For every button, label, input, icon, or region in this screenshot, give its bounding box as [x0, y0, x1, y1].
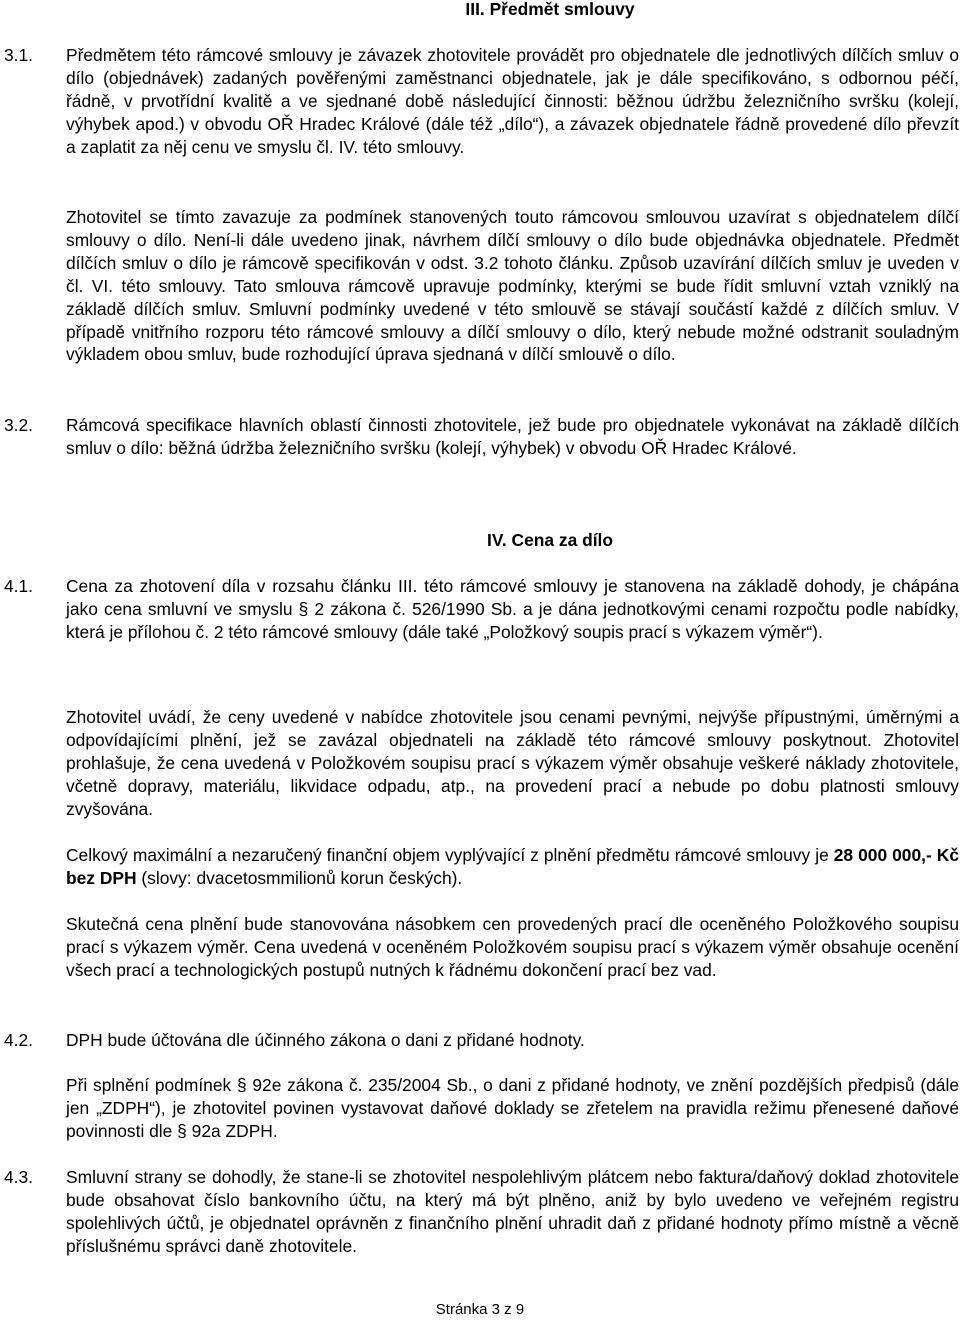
- clause-paragraph: DPH bude účtována dle účinného zákona o dani z přidané hodnoty.: [66, 1030, 585, 1050]
- clause-paragraph: Cena za zhotovení díla v rozsahu článku III. této rámcové smlouvy je stanovena na základě dohody, je chápána jako cena smluvní ve smyslu § 2 zákona č. 526/1990 Sb. a je dána jednotkovými cenami rozpočtu podle nabídky, která je přílohou č. 2 této rámcové smlouvy (dále také „Položkový soupis prací s výkazem výměr“).: [66, 576, 959, 642]
- text-run: (slovy: dvacetosmmilionů korun českých).: [136, 867, 463, 888]
- clause-number: 4.3.: [4, 1167, 34, 1187]
- clause-paragraph: Při splnění podmínek § 92e zákona č. 235/2004 Sb., o dani z přidané hodnoty, ve znění pozdějších předpisů (dále jen „ZDPH“), je zhotovitel povinen vystavovat daňové doklady se zřetelem na pravidla režimu přenesené daňové povinnosti dle § 92a ZDPH.: [66, 1075, 959, 1141]
- max-amount: 28 000 000,- Kč bez DPH: [66, 845, 959, 888]
- clause-number: 4.1.: [4, 576, 34, 596]
- clause-paragraph: [66, 844, 959, 890]
- page-footer: Stránka 3 z 9: [435, 1301, 525, 1318]
- clause-paragraph: Zhotovitel se tímto zavazuje za podmínek stanovených touto rámcovou smlouvou uzavírat s objednatelem dílčí smlouvy o dílo. Není-li dále uvedeno jinak, návrhem dílčí smlouvy o dílo bude objednávka objednatele. Předmět dílčích smluv o dílo je rámcově specifikován v odst. 3.2 tohoto článku. Způsob uzavírání dílčích smluv je uveden v čl. VI. této smlouvy. Tato smlouva rámcově upravuje podmínky, kterými se bude řídit smluvní vztah vzniklý na základě dílčích smluv. Smluvní podmínky uvedené v této smlouvě se stávají součástí každé z dílčích smluv. V případě vnitřního rozporu této rámcové smlouvy a dílčí smlouvy o dílo, který nebude možné odstranit souladným výkladem obou smluv, bude rozhodující úprava sjednaná v dílčí smlouvě o dílo.: [66, 207, 959, 365]
- clause-paragraph: Zhotovitel uvádí, že ceny uvedené v nabídce zhotovitele jsou cenami pevnými, nejvýše přípustnými, úměrnými a odpovídajícími plnění, jež se zavázal objednateli na základě této rámcové smlouvy poskytnout. Zhotovitel prohlašuje, že cena uvedená v Položkovém soupisu prací s výkazem výměr obsahuje veškeré náklady zhotovitele, včetně dopravy, materiálu, likvidace odpadu, atp., na provedení prací a nebude po dobu platnosti smlouvy zvyšována.: [66, 707, 959, 819]
- section-heading: IV. Cena za dílo: [487, 530, 613, 550]
- clause-paragraph: Skutečná cena plnění bude stanovována násobkem cen provedených prací dle oceněného Položkového soupisu prací s výkazem výměr. Cena uvedená v oceněném Položkovém soupisu prací s výkazem výměr obsahuje ocenění všech prací a technologických postupů nutných k řádnému dokončení prací bez vad.: [66, 914, 959, 980]
- clause-paragraph: Smluvní strany se dohodly, že stane-li se zhotovitel nespolehlivým plátcem nebo faktura/daňový doklad zhotovitele bude obsahovat číslo bankovního účtu, na který má být plněno, aniž by bylo uvedeno ve veřejném registru spolehlivých účtů, je objednatel oprávněn z finančního plnění uhradit daň z přidané hodnoty přímo místně a věcně příslušnému správci daně zhotovitele.: [66, 1167, 959, 1256]
- clause-number: 3.1.: [4, 45, 34, 65]
- clause-paragraph: Rámcová specifikace hlavních oblastí činnosti zhotovitele, jež bude pro objednatele vykonávat na základě dílčích smluv o dílo: běžná údržba železničního svršku (kolejí, výhybek) v obvodu OŘ Hradec Králové.: [66, 415, 959, 458]
- clause-number: 4.2.: [4, 1030, 34, 1050]
- text-run: Celkový maximální a nezaručený finanční objem vyplývající z plnění předmětu rámcové smlouvy je: [66, 845, 834, 865]
- section-heading: III. Předmět smlouvy: [465, 0, 635, 19]
- clause-paragraph: Předmětem této rámcové smlouvy je závazek zhotovitele provádět pro objednatele dle jednotlivých dílčích smluv o dílo (objednávek) zadaných pověřenými zaměstnanci objednatele, jak je dále specifikováno, s odbornou péčí, řádně, v prvotřídní kvalitě a ve sjednané době následující činnosti: běžnou údržbu železničního svršku (kolejí, výhybek apod.) v obvodu OŘ Hradec Králové (dále též „dílo“), a závazek objednatele řádně provedené dílo převzít a zaplatit za něj cenu ve smyslu čl. IV. této smlouvy.: [66, 45, 959, 157]
- clause-number: 3.2.: [4, 415, 34, 435]
